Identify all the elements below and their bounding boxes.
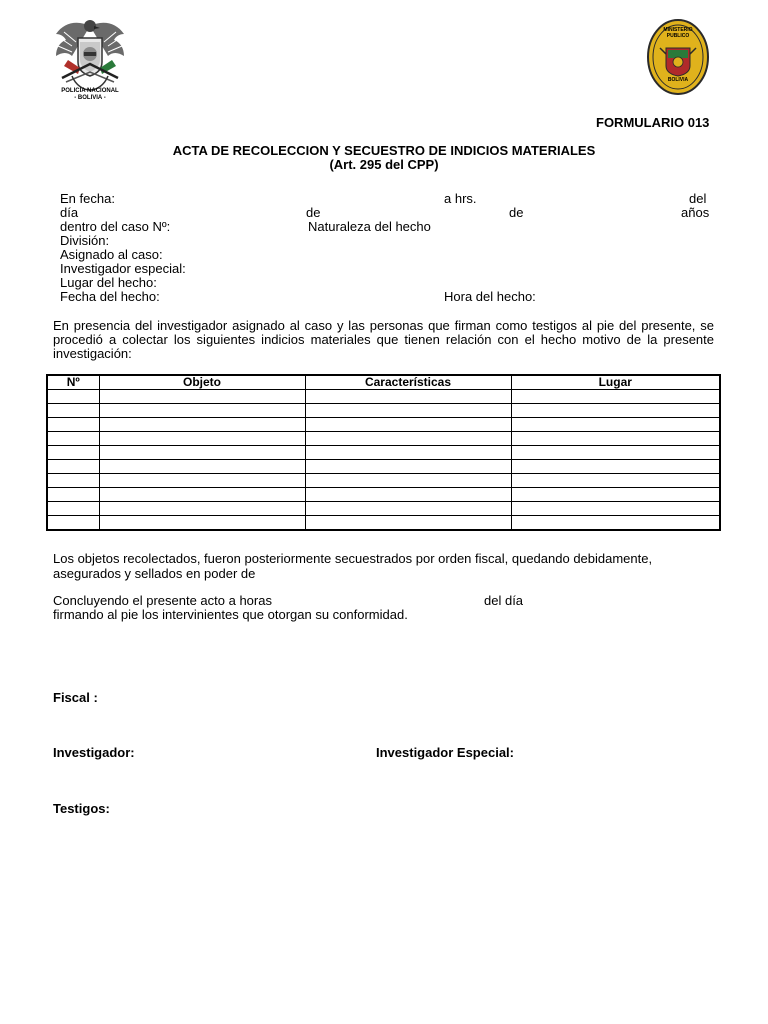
document-title: ACTA DE RECOLECCION Y SECUESTRO DE INDICIOS MATERIALES	[172, 143, 596, 158]
seal-text-mid: PUBLICO	[666, 33, 690, 39]
table-row	[47, 446, 720, 460]
eagle-emblem-icon	[50, 16, 130, 92]
table-row	[47, 418, 720, 432]
field-investigador-especial: Investigador especial:	[60, 261, 186, 276]
closing-line-2: asegurados y sellados en poder de	[53, 566, 256, 581]
cell-lugar[interactable]	[511, 488, 720, 502]
table-row	[47, 516, 720, 531]
cell-objeto[interactable]	[99, 502, 305, 516]
intro-paragraph: En presencia del investigador asignado al caso y las personas que firman como testigos al pie del presente, se procedió a colectar los siguientes indicios materiales que tienen relación con el hecho motivo de la presente investigación:	[53, 318, 714, 361]
field-del: del	[689, 191, 707, 206]
table-row	[47, 404, 720, 418]
cell-numero[interactable]	[47, 502, 99, 516]
cell-objeto[interactable]	[99, 418, 305, 432]
cell-numero[interactable]	[47, 474, 99, 488]
cell-caracteristicas[interactable]	[305, 516, 511, 531]
cell-caracteristicas[interactable]	[305, 474, 511, 488]
cell-objeto[interactable]	[99, 516, 305, 531]
table-header-row	[47, 375, 720, 390]
seal-text-top: MINISTERIO	[663, 27, 693, 33]
cell-numero[interactable]	[47, 432, 99, 446]
signature-testigos: Testigos:	[53, 801, 110, 816]
cell-numero[interactable]	[47, 390, 99, 404]
cell-objeto[interactable]	[99, 432, 305, 446]
table-row	[47, 502, 720, 516]
signature-investigador-especial: Investigador Especial:	[376, 745, 514, 760]
logo-caption-line1: POLICIA NACIONAL	[61, 88, 119, 94]
cell-lugar[interactable]	[511, 516, 720, 531]
field-fecha-hecho: Fecha del hecho:	[60, 289, 160, 304]
cell-lugar[interactable]	[511, 432, 720, 446]
header-lugar: Lugar	[511, 375, 720, 390]
field-naturaleza: Naturaleza del hecho	[308, 219, 431, 234]
field-lugar-hecho: Lugar del hecho:	[60, 275, 157, 290]
document-subtitle: (Art. 295 del CPP)	[329, 157, 439, 172]
del-dia-text: del día	[484, 593, 524, 608]
cell-objeto[interactable]	[99, 446, 305, 460]
field-dia: día	[60, 205, 79, 220]
field-hora-hecho: Hora del hecho:	[444, 289, 536, 304]
header-caracteristicas: Características	[305, 375, 511, 390]
cell-lugar[interactable]	[511, 502, 720, 516]
cell-lugar[interactable]	[511, 446, 720, 460]
form-code: FORMULARIO 013	[596, 115, 710, 130]
cell-caracteristicas[interactable]	[305, 502, 511, 516]
concluyendo-text: Concluyendo el presente acto a horas	[53, 593, 272, 608]
field-anos: años	[681, 205, 710, 220]
header-numero: Nº	[47, 375, 99, 390]
table-row	[47, 474, 720, 488]
field-de-2: de	[509, 205, 524, 220]
table-row	[47, 390, 720, 404]
firmando-text: firmando al pie los intervinientes que otorgan su conformidad.	[53, 607, 408, 622]
seal-text-bottom: BOLIVIA	[667, 77, 689, 83]
table-row	[47, 432, 720, 446]
cell-caracteristicas[interactable]	[305, 488, 511, 502]
cell-caracteristicas[interactable]	[305, 460, 511, 474]
table-row	[47, 488, 720, 502]
policia-nacional-logo	[50, 16, 130, 106]
cell-objeto[interactable]	[99, 488, 305, 502]
table-body	[47, 390, 720, 531]
field-de-1: de	[306, 205, 321, 220]
cell-numero[interactable]	[47, 488, 99, 502]
closing-line-1: Los objetos recolectados, fueron posteriormente secuestrados por orden fiscal, quedando debidamente,	[53, 551, 653, 566]
evidence-table	[46, 374, 721, 531]
cell-numero[interactable]	[47, 404, 99, 418]
cell-numero[interactable]	[47, 516, 99, 531]
field-a-hrs: a hrs.	[444, 191, 477, 206]
cell-lugar[interactable]	[511, 404, 720, 418]
signature-investigador: Investigador:	[53, 745, 135, 760]
cell-lugar[interactable]	[511, 390, 720, 404]
ministerio-publico-seal	[646, 18, 710, 96]
field-en-fecha: En fecha:	[60, 191, 115, 206]
cell-caracteristicas[interactable]	[305, 432, 511, 446]
cell-numero[interactable]	[47, 418, 99, 432]
cell-numero[interactable]	[47, 446, 99, 460]
signature-fiscal: Fiscal :	[53, 690, 98, 705]
cell-numero[interactable]	[47, 460, 99, 474]
cell-lugar[interactable]	[511, 418, 720, 432]
cell-caracteristicas[interactable]	[305, 390, 511, 404]
cell-caracteristicas[interactable]	[305, 446, 511, 460]
header-objeto: Objeto	[99, 375, 305, 390]
cell-objeto[interactable]	[99, 474, 305, 488]
cell-objeto[interactable]	[99, 460, 305, 474]
cell-caracteristicas[interactable]	[305, 404, 511, 418]
cell-caracteristicas[interactable]	[305, 418, 511, 432]
cell-objeto[interactable]	[99, 390, 305, 404]
field-asignado: Asignado al caso:	[60, 247, 163, 262]
cell-objeto[interactable]	[99, 404, 305, 418]
cell-lugar[interactable]	[511, 474, 720, 488]
field-dentro-caso: dentro del caso Nº:	[60, 219, 171, 234]
table-row	[47, 460, 720, 474]
logo-caption-line2: - BOLIVIA -	[74, 95, 106, 101]
cell-lugar[interactable]	[511, 460, 720, 474]
field-division: División:	[60, 233, 110, 248]
